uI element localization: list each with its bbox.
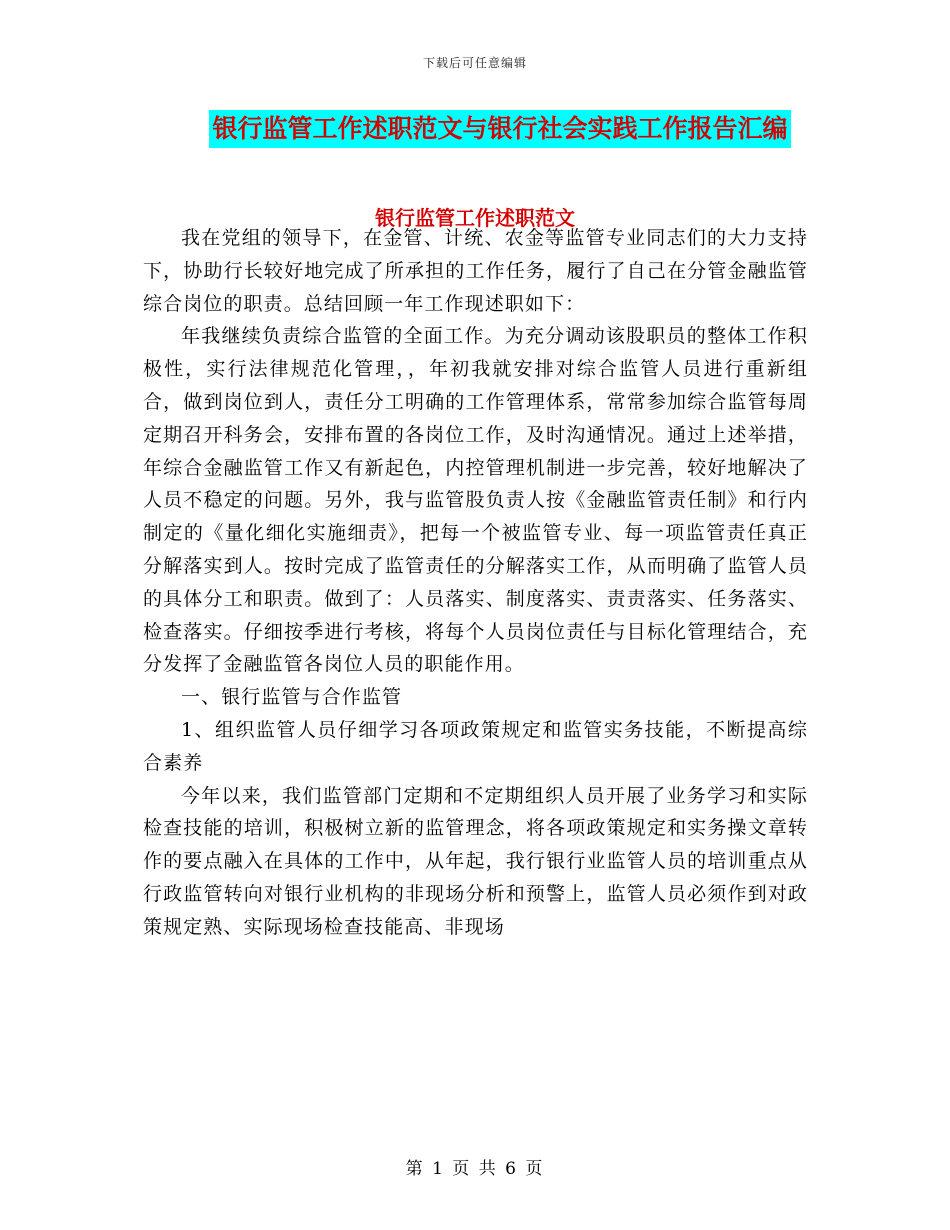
subheading-paragraph: 1、组织监管人员仔细学习各项政策规定和监管实务技能，不断提高综合素养 (143, 718, 808, 774)
body-paragraph: 年我继续负责综合监管的全面工作。为充分调动该股职员的整体工作积极性，实行法律规范化管理，，年初我就安排对综合监管人员进行重新组合，做到岗位到人，责任分工明确的工作管理体系，常常参加综合监管每周定期召开科务会，安排布置的各岗位工作，及时沟通情况。通过上述举措，年综合金融监管工作又有新起色，内控管理机制进一步完善，较好地解决了人员不稳定的问题。另外，我与监管股负责人按《金融监管责任制》和行内制定的《量化细化实施细责》，把每一个被监管专业、每一项监管责任真正分解落实到人。按时完成了监管责任的分解落实工作，从而明确了监管人员的具体分工和职责。做到了：人员落实、制度落实、责责落实、任务落实、检查落实。仔细按季进行考核，将每个人员岗位责任与目标化管理结合，充分发挥了金融监管各岗位人员的职能作用。 (143, 325, 808, 676)
section-title: 银行监管工作述职范文 (375, 206, 575, 230)
page-label-mid: 页 共 (452, 1159, 498, 1179)
document-body (143, 222, 808, 944)
section-heading-paragraph: 一、银行监管与合作监管 (181, 686, 403, 709)
main-title: 银行监管工作述职范文与银行社会实践工作报告汇编 (209, 110, 790, 148)
main-title-container (0, 110, 950, 148)
page-total: 6 (505, 1159, 518, 1179)
page-current: 1 (432, 1159, 445, 1179)
page-label-suffix: 页 (525, 1159, 545, 1179)
body-paragraph: 我在党组的领导下，在金管、计统、农金等监管专业同志们的大力支持下，协助行长较好地完成了所承担的工作任务，履行了自己在分管金融监管综合岗位的职责。总结回顾一年工作现述职如下： (143, 227, 808, 315)
page-label-prefix: 第 (405, 1159, 425, 1179)
page-footer (0, 1154, 950, 1179)
page-header-note: 下载后可任意编辑 (422, 56, 527, 70)
body-paragraph: 今年以来，我们监管部门定期和不定期组织人员开展了业务学习和实际检查技能的培训，积极树立新的监管理念，将各项政策规定和实务操文章转作的要点融入在具体的工作中，从年起，我行银行业监管人员的培训重点从行政监管转向对银行业机构的非现场分析和预警上，监管人员必须作到对政策规定熟、实际现场检查技能高、非现场 (143, 784, 808, 938)
